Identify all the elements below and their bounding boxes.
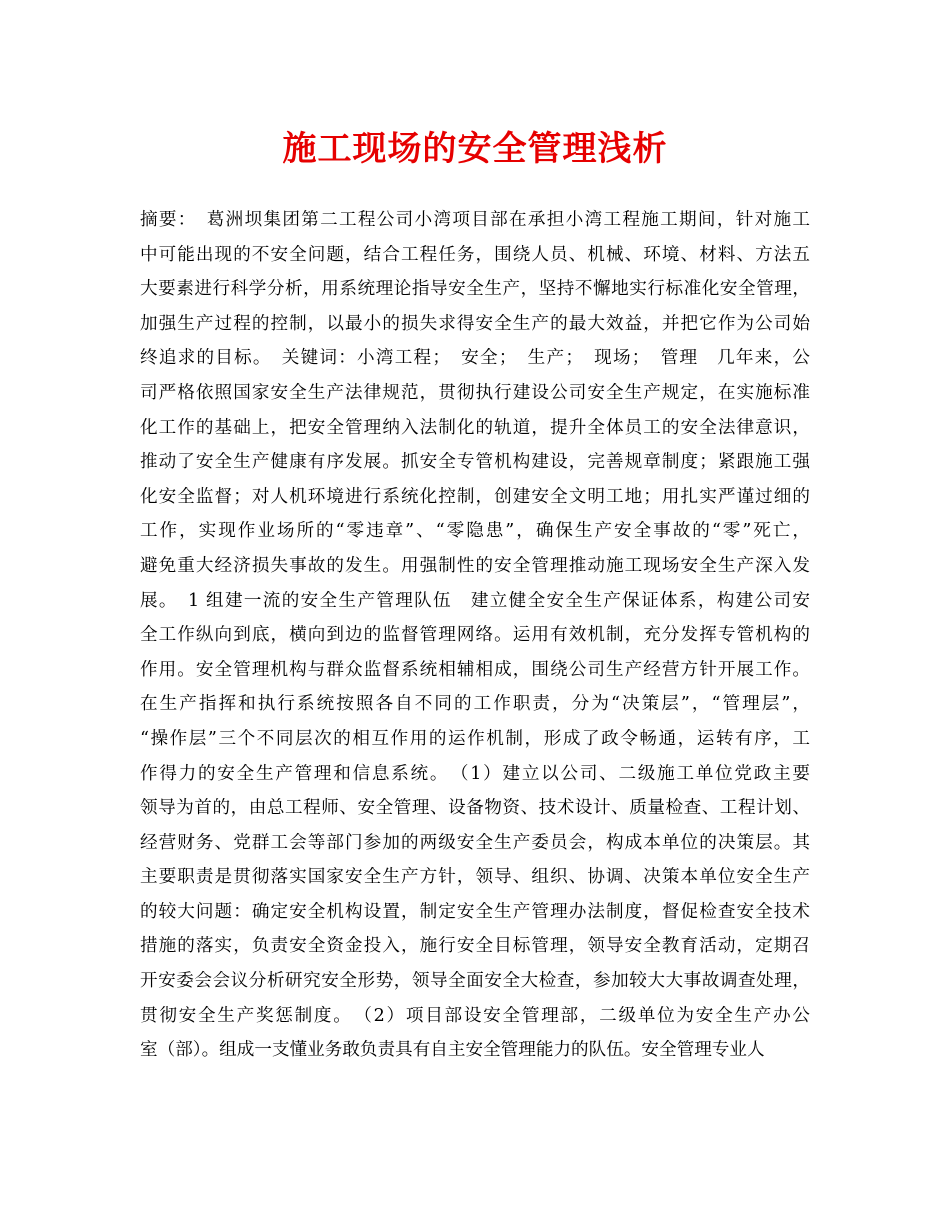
body-line: 经营财务、党群工会等部门参加的两级安全生产委员会，构成本单位的决策层。其 <box>140 832 810 853</box>
body-line: “操作层”三个不同层次的相互作用的运作机制，形成了政令畅通，运转有序，工 <box>140 728 810 749</box>
document-title: 施工现场的安全管理浅析 <box>282 129 668 169</box>
body-line: 全工作纵向到底，横向到边的监督管理网络。运用有效机制，充分发挥专管机构的 <box>140 625 810 646</box>
body-line: 加强生产过程的控制，以最小的损失求得安全生产的最大效益，并把它作为公司始 <box>140 313 810 334</box>
body-line: 贯彻安全生产奖惩制度。 （2）项目部设安全管理部，二级单位为安全生产办公 <box>140 1005 810 1026</box>
body-line: 室（部）。组成一支懂业务敢负责具有自主安全管理能力的队伍。安全管理专业人 <box>140 1040 765 1061</box>
body-line: 大要素进行科学分析，用系统理论指导安全生产，坚持不懈地实行标准化安全管理， <box>140 279 810 300</box>
body-line: 作得力的安全生产管理和信息系统。 （1）建立以公司、二级施工单位党政主要 <box>140 763 810 784</box>
body-line: 摘要： 葛洲坝集团第二工程公司小湾项目部在承担小湾工程施工期间，针对施工 <box>140 210 810 230</box>
body-line: 中可能出现的不安全问题，结合工程任务，围绕人员、机械、环境、材料、方法五 <box>140 244 810 265</box>
body-line: 措施的落实，负责安全资金投入，施行安全目标管理，领导安全教育活动，定期召 <box>140 936 810 957</box>
body-line: 推动了安全生产健康有序发展。抓安全专管机构建设，完善规章制度；紧跟施工强 <box>140 452 810 473</box>
body-line: 的较大问题：确定安全机构设置，制定安全生产管理办法制度，督促检查安全技术 <box>140 901 810 922</box>
body-line: 领导为首的，由总工程师、安全管理、设备物资、技术设计、质量检查、工程计划、 <box>140 798 810 819</box>
body-line: 作用。安全管理机构与群众监督系统相辅相成，围绕公司生产经营方针开展工作。 <box>140 659 810 680</box>
body-line: 展。 1 组建一流的安全生产管理队伍 建立健全安全生产保证体系，构建公司安 <box>140 590 810 611</box>
body-line: 化安全监督；对人机环境进行系统化控制，创建安全文明工地；用扎实严谨过细的 <box>140 486 810 507</box>
body-line: 开安委会会议分析研究安全形势，领导全面安全大检查，参加较大大事故调查处理， <box>140 971 810 992</box>
body-line: 化工作的基础上，把安全管理纳入法制化的轨道，提升全体员工的安全法律意识， <box>140 417 810 438</box>
body-line: 终追求的目标。 关键词：小湾工程； 安全； 生产； 现场； 管理 几年来，公 <box>140 348 810 369</box>
document-body <box>140 203 810 1068</box>
body-line: 司严格依照国家安全生产法律规范，贯彻执行建设公司安全生产规定，在实施标准 <box>140 382 810 403</box>
body-line: 工作，实现作业场所的“零违章”、“零隐患”，确保生产安全事故的“零”死亡， <box>140 521 810 542</box>
body-line: 在生产指挥和执行系统按照各自不同的工作职责，分为“决策层”，“管理层”， <box>140 694 810 715</box>
body-line: 主要职责是贯彻落实国家安全生产方针，领导、组织、协调、决策本单位安全生产 <box>140 867 810 888</box>
body-line: 避免重大经济损失事故的发生。用强制性的安全管理推动施工现场安全生产深入发 <box>140 555 810 576</box>
